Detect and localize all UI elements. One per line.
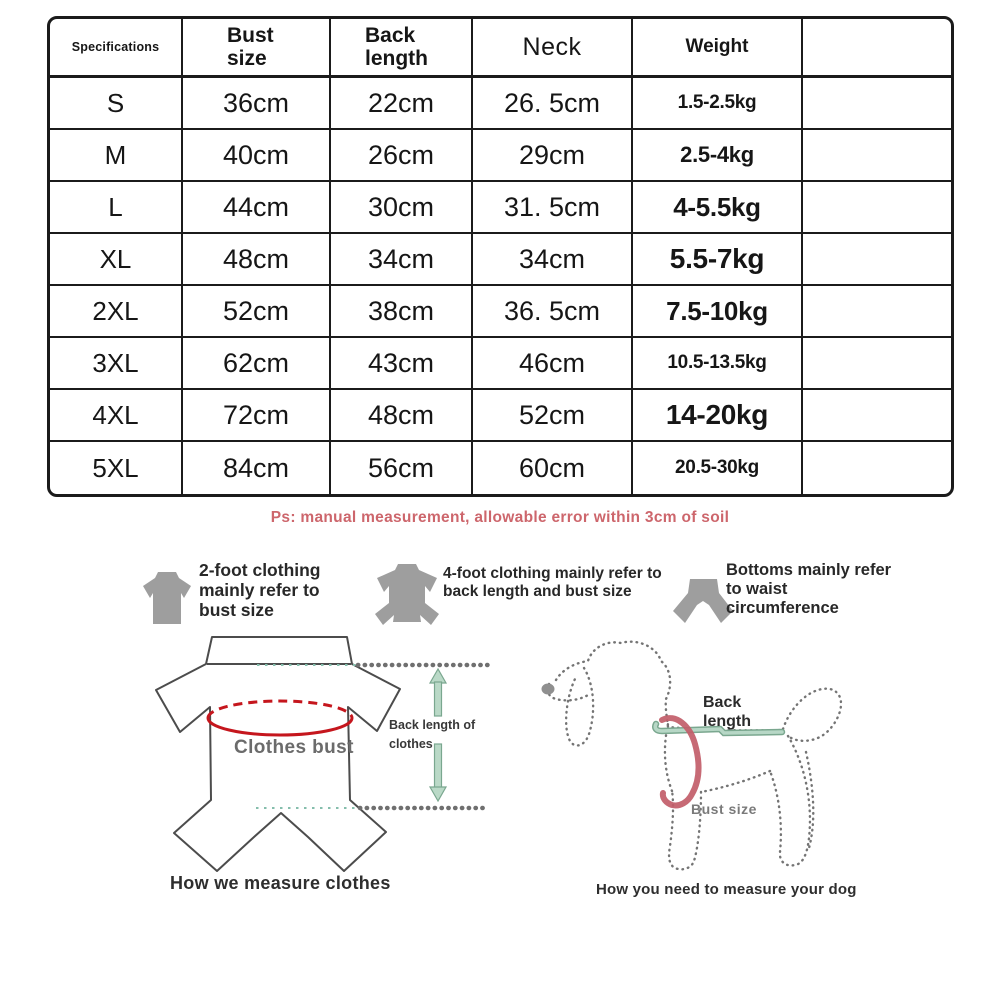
clothes-bust-label: Clothes bust [234, 737, 354, 758]
clothes-back-length-label: Back length of clothes [389, 718, 476, 751]
dog-bust-label: Bust size [691, 801, 757, 817]
size-cell: 3XL [50, 338, 183, 390]
dog-diagram-caption: How you need to measure your dog [596, 881, 857, 898]
empty-cell [803, 338, 951, 390]
neck-cell: 29cm [473, 130, 633, 182]
clothes-diagram-caption: How we measure clothes [170, 873, 391, 893]
bust-cell: 44cm [183, 182, 331, 234]
size-cell: XL [50, 234, 183, 286]
dog-back-length-label: Back length [703, 694, 751, 731]
bust-cell: 72cm [183, 390, 331, 442]
weight-cell: 10.5-13.5kg [633, 338, 803, 390]
empty-cell [803, 286, 951, 338]
back-cell: 43cm [331, 338, 473, 390]
dog-nose [542, 684, 555, 695]
weight-cell: 14-20kg [633, 390, 803, 442]
dog-measure-diagram [520, 632, 950, 892]
neck-cell: 60cm [473, 442, 633, 494]
table-header-row [50, 19, 951, 78]
back-cell: 38cm [331, 286, 473, 338]
neck-cell: 31. 5cm [473, 182, 633, 234]
table-row-xl [50, 234, 951, 286]
empty-cell [803, 130, 951, 182]
header-label: Neck [522, 32, 582, 61]
back-cell: 34cm [331, 234, 473, 286]
back-cell: 30cm [331, 182, 473, 234]
neck-cell: 52cm [473, 390, 633, 442]
weight-cell: 2.5-4kg [633, 130, 803, 182]
table-row-2xl [50, 286, 951, 338]
size-chart-table [47, 16, 954, 497]
legend-label-bottoms: Bottoms mainly refer to waist circumference [726, 561, 892, 617]
bust-cell: 48cm [183, 234, 331, 286]
header-empty [803, 19, 951, 78]
header-label: Specifications [71, 40, 160, 54]
size-cell: 2XL [50, 286, 183, 338]
empty-cell [803, 182, 951, 234]
header-weight [633, 19, 803, 78]
table-row-m [50, 130, 951, 182]
neck-cell: 46cm [473, 338, 633, 390]
header-label: Bust size [227, 23, 274, 70]
header-label: Weight [685, 36, 749, 57]
bust-cell: 84cm [183, 442, 331, 494]
table-row-5xl [50, 442, 951, 494]
weight-cell: 4-5.5kg [633, 182, 803, 234]
two-foot-clothing-icon [141, 567, 193, 627]
back-cell: 22cm [331, 78, 473, 130]
weight-cell: 7.5-10kg [633, 286, 803, 338]
neck-cell: 36. 5cm [473, 286, 633, 338]
empty-cell [803, 390, 951, 442]
bust-cell: 40cm [183, 130, 331, 182]
table-row-4xl [50, 390, 951, 442]
weight-cell: 20.5-30kg [633, 442, 803, 494]
weight-cell: 1.5-2.5kg [633, 78, 803, 130]
header-specifications [50, 19, 183, 78]
legend-label-four-foot: 4-foot clothing mainly refer to back length and bust size [443, 565, 662, 600]
empty-cell [803, 78, 951, 130]
weight-cell: 5.5-7kg [633, 234, 803, 286]
bust-cell: 36cm [183, 78, 331, 130]
table-row-s [50, 78, 951, 130]
size-cell: M [50, 130, 183, 182]
bust-cell: 52cm [183, 286, 331, 338]
back-cell: 48cm [331, 390, 473, 442]
table-row-l [50, 182, 951, 234]
back-cell: 26cm [331, 130, 473, 182]
four-foot-clothing-icon [371, 561, 443, 629]
bust-cell: 62cm [183, 338, 331, 390]
back-cell: 56cm [331, 442, 473, 494]
empty-cell [803, 234, 951, 286]
header-bust-size [183, 19, 331, 78]
empty-cell [803, 442, 951, 494]
size-cell: L [50, 182, 183, 234]
header-back-length [331, 19, 473, 78]
neck-cell: 34cm [473, 234, 633, 286]
clothes-measure-diagram [140, 632, 510, 892]
bottoms-icon [672, 576, 734, 624]
dog-outline [548, 642, 841, 870]
table-row-3xl [50, 338, 951, 390]
size-cell: 5XL [50, 442, 183, 494]
legend-label-two-foot: 2-foot clothing mainly refer to bust size [199, 560, 321, 620]
neck-cell: 26. 5cm [473, 78, 633, 130]
size-cell: S [50, 78, 183, 130]
header-label: Back length [365, 23, 428, 70]
measurement-note: Ps: manual measurement, allowable error within 3cm of soil [270, 509, 730, 526]
size-cell: 4XL [50, 390, 183, 442]
header-neck [473, 19, 633, 78]
